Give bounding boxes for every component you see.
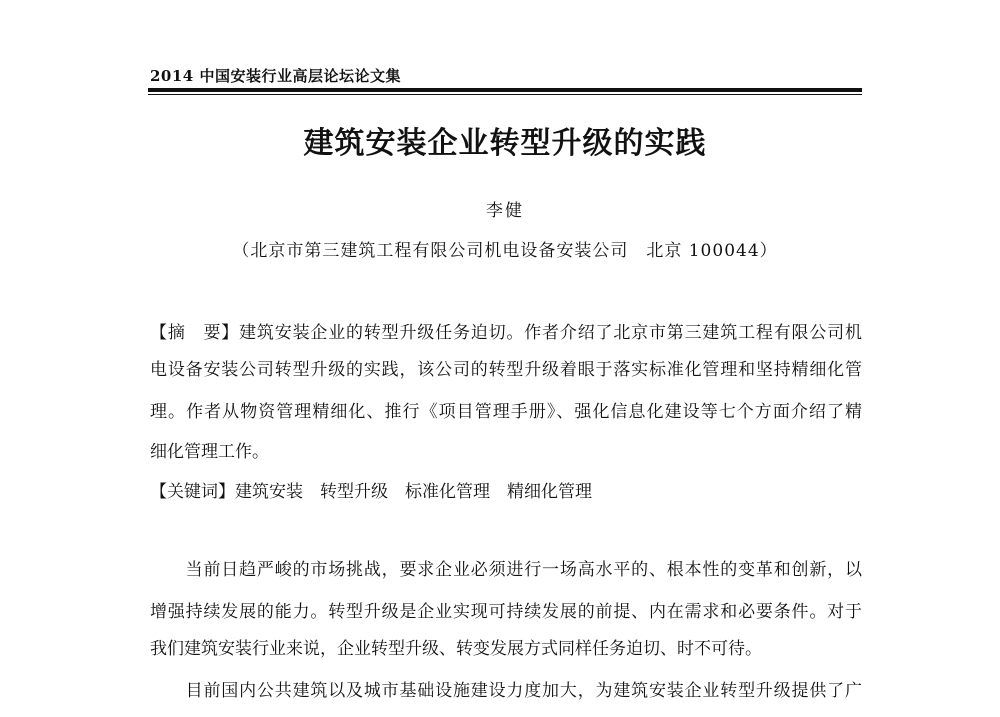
header-rule-thin [148, 94, 862, 95]
body-line-1: 当前日趋严峻的市场挑战，要求企业必须进行一场高水平的、根本性的变革和创新，以 [150, 560, 862, 580]
body-line-2: 增强持续发展的能力。转型升级是企业实现可持续发展的前提、内在需求和必要条件。对于 [150, 602, 862, 622]
abstract-line-1: 【摘 要】建筑安装企业的转型升级任务迫切。作者介绍了北京市第三建筑工程有限公司机 [150, 323, 862, 343]
abstract-line-4: 细化管理工作。 [150, 442, 269, 462]
author-name: 李健 [486, 201, 524, 221]
body-line-3: 我们建筑安装行业来说，企业转型升级、转变发展方式同样任务迫切、时不可待。 [150, 639, 762, 659]
author-affiliation: （北京市第三建筑工程有限公司机电设备安装公司 北京 100044） [232, 241, 778, 261]
body-line-4: 目前国内公共建筑以及城市基础设施建设力度加大，为建筑安装企业转型升级提供了广 [150, 681, 862, 701]
header-rule-thick [148, 88, 862, 92]
abstract-line-3: 理。作者从物资管理精细化、推行《项目管理手册》、强化信息化建设等七个方面介绍了精 [150, 402, 862, 422]
keywords-line: 【关键词】建筑安装 转型升级 标准化管理 精细化管理 [150, 482, 592, 502]
abstract-line-2: 电设备安装公司转型升级的实践，该公司的转型升级着眼于落实标准化管理和坚持精细化管 [150, 360, 862, 380]
article-title: 建筑安装企业转型升级的实践 [303, 126, 707, 161]
running-head: 2014 中国安装行业高层论坛论文集 [150, 67, 401, 85]
